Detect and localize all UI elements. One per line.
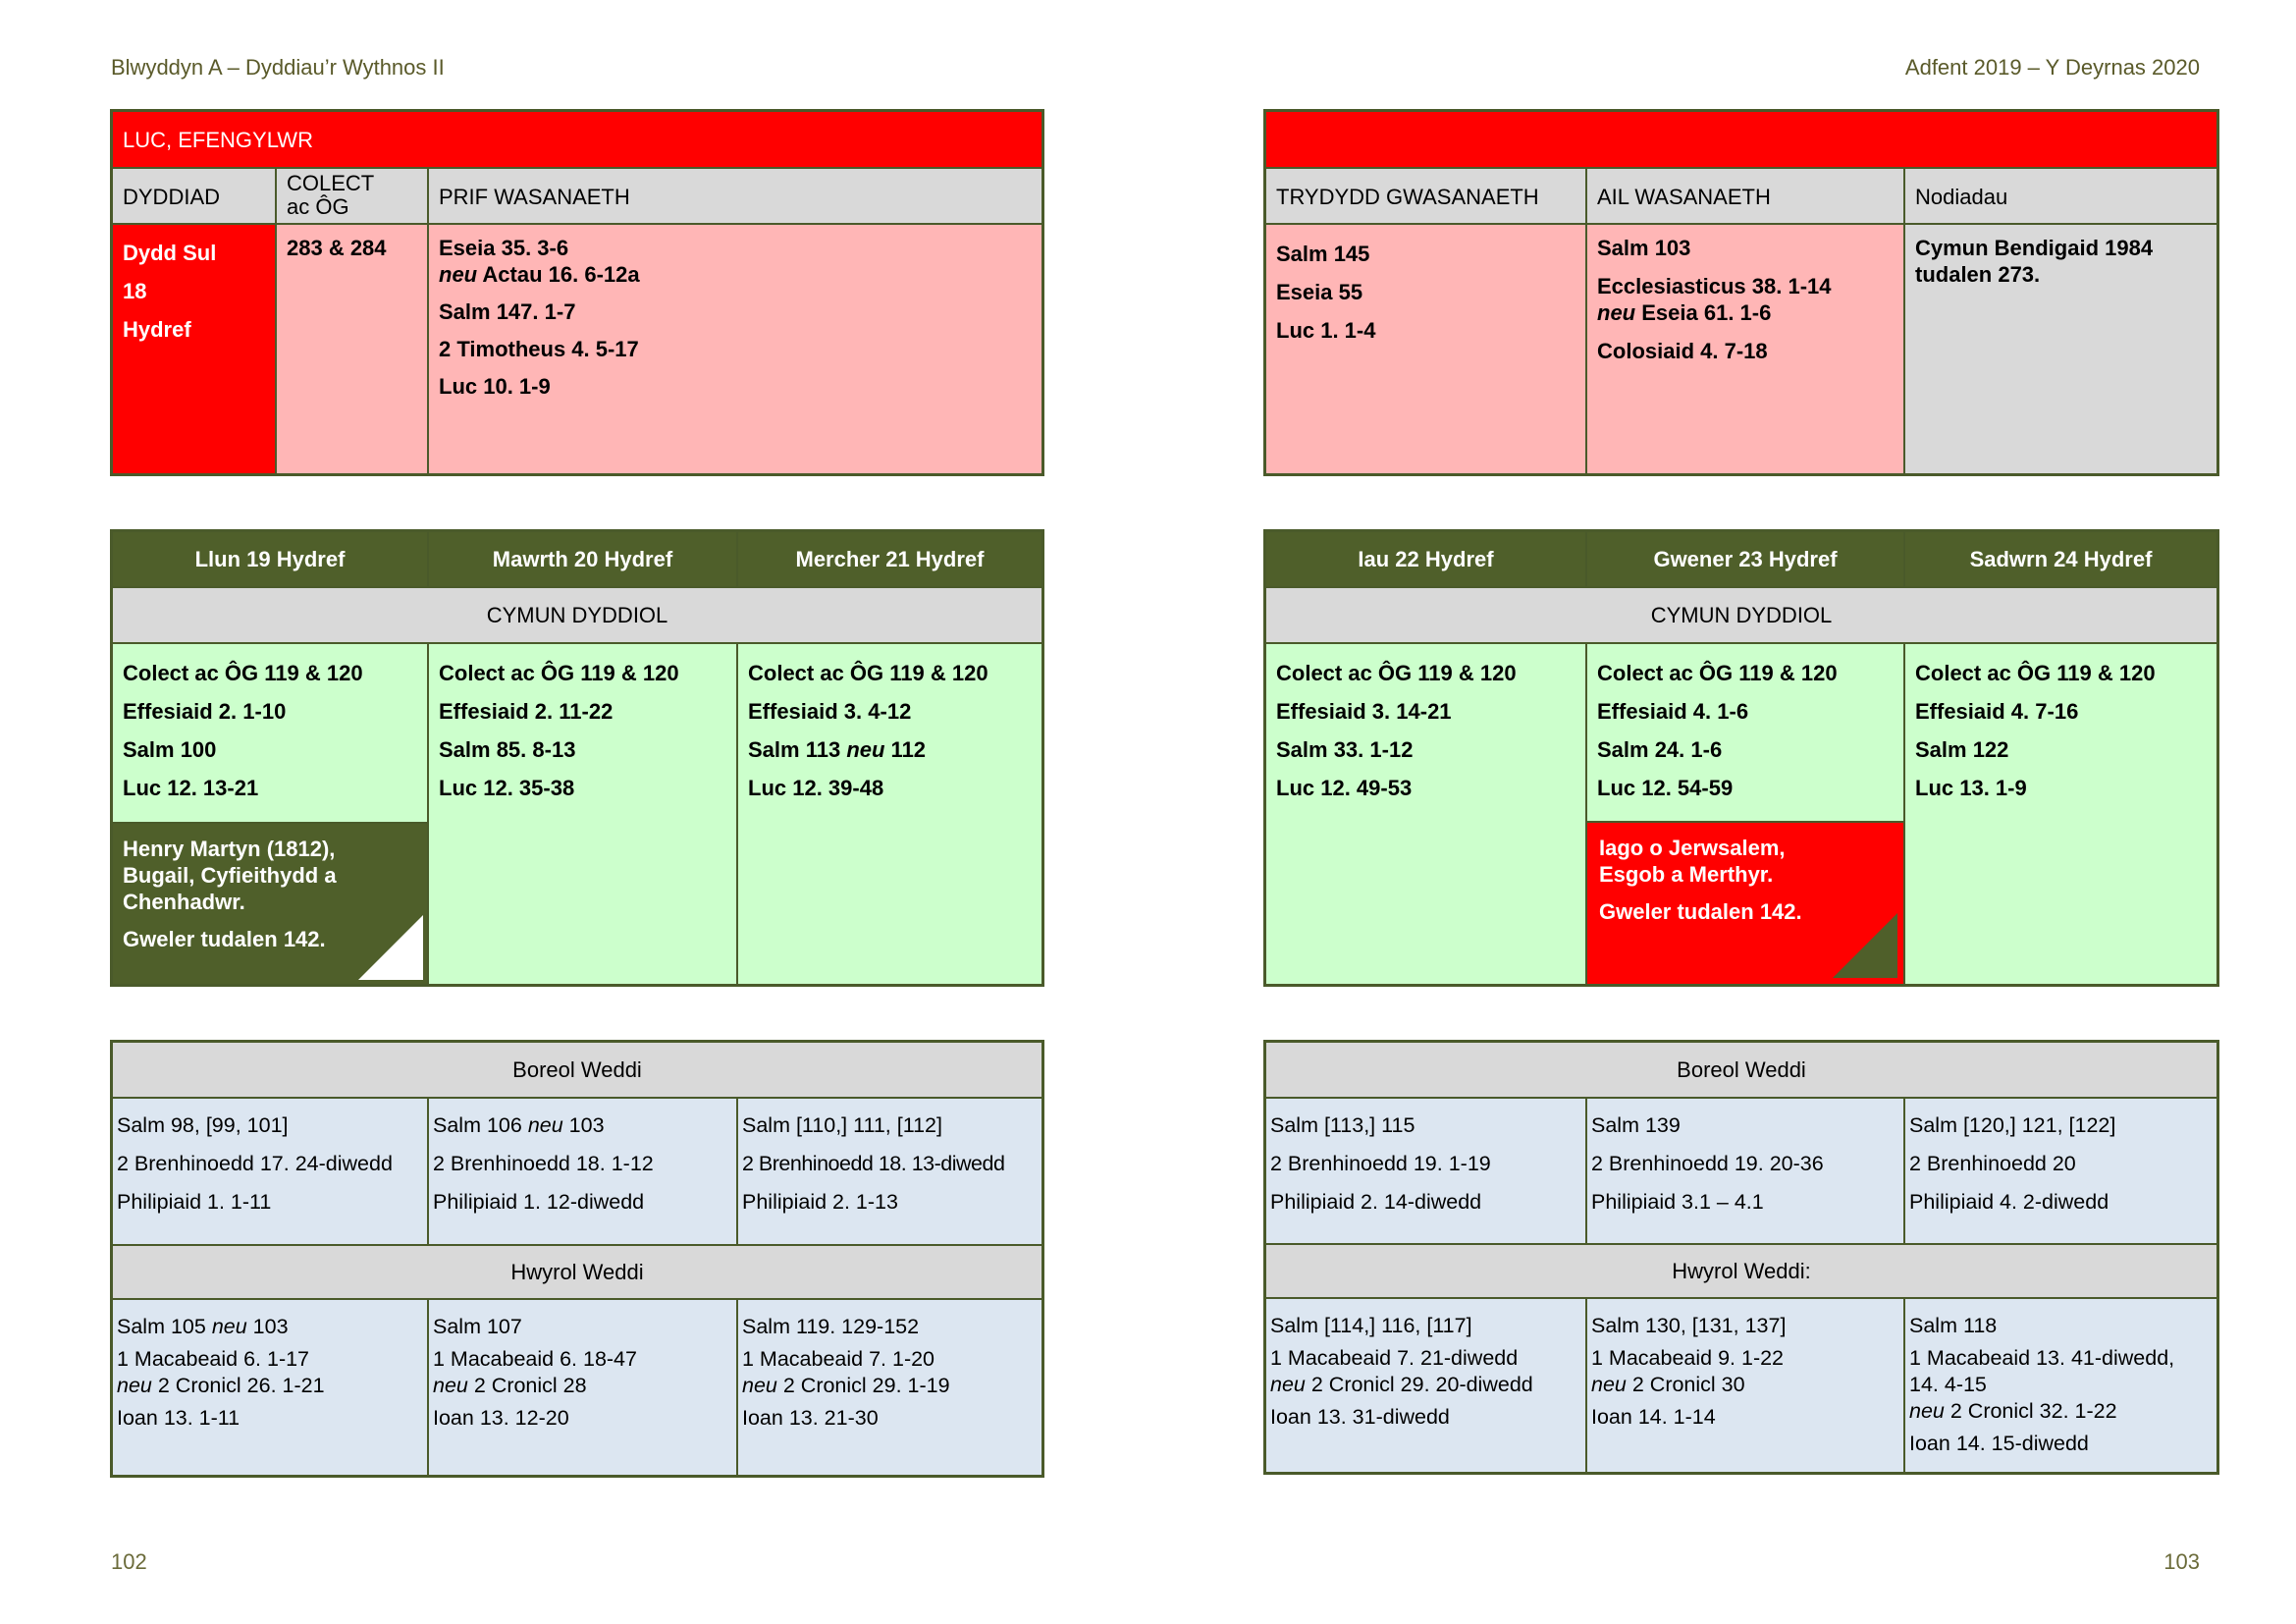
reading-line: Philipiaid 1. 1-11 <box>117 1190 272 1214</box>
day-header-label: Sadwrn 24 Hydref <box>1969 546 2153 571</box>
psalm-line: Salm [113,] 115 <box>1270 1113 1415 1137</box>
day-header-5 <box>1585 532 1903 588</box>
reading-line: Philipiaid 2. 14-diwedd <box>1270 1190 1482 1214</box>
reading-line: 1 Macabeaid 6. 1-17 <box>117 1347 310 1371</box>
sunday-notes-cell <box>1903 225 2216 473</box>
neu-label: neu <box>439 262 478 287</box>
weekday-col-2 <box>427 644 736 984</box>
sunday-table-right <box>1263 109 2219 476</box>
evening-col-5 <box>1585 1299 1903 1472</box>
reading-line: Effesiaid 3. 4-12 <box>748 699 912 724</box>
second-reading-4: Colosiaid 4. 7-18 <box>1597 339 1768 363</box>
gospel-line: Luc 12. 39-48 <box>748 776 884 800</box>
psalm-line <box>117 1308 423 1346</box>
psalm-line: Salm 33. 1-12 <box>1276 737 1414 762</box>
col-header-notes-label: Nodiadau <box>1915 185 2008 209</box>
commemoration-cell-left <box>113 822 427 984</box>
sunday-title: LUC, EFENGYLWR <box>123 128 313 152</box>
reading-line: 1 Macabeaid 6. 18-47 <box>433 1347 637 1371</box>
reading-line: 2 Brenhinoedd 19. 1-19 <box>1270 1152 1491 1175</box>
commemoration-line-1: Iago o Jerwsalem, <box>1599 836 1786 860</box>
evening-col-4 <box>1266 1299 1585 1472</box>
alt-reading-text: 2 Cronicl 30 <box>1631 1373 1745 1396</box>
alt-reading-text: 2 Cronicl 26. 1-21 <box>157 1374 325 1397</box>
third-reading-3: Luc 1. 1-4 <box>1276 318 1376 343</box>
neu-label: neu <box>1591 1373 1627 1396</box>
running-header-right: Adfent 2019 – Y Deyrnas 2020 <box>1904 55 2200 80</box>
alt-reading-line <box>1270 1372 1581 1398</box>
day-header-3 <box>736 532 1041 588</box>
reading-line: 1 Macabeaid 9. 1-22 <box>1591 1346 1785 1370</box>
collect-line: Colect ac ÔG 119 & 120 <box>1915 661 2156 685</box>
main-reading-2-text: Actau 16. 6-12a <box>477 262 640 287</box>
psalm-line-main: Salm 106 <box>433 1113 528 1137</box>
neu-label: neu <box>433 1374 468 1397</box>
collect-line: Colect ac ÔG 119 & 120 <box>439 661 679 685</box>
morning-col-2 <box>427 1099 736 1244</box>
alt-reading-text: 2 Cronicl 32. 1-22 <box>1949 1399 2117 1423</box>
reading-line: 2 Brenhinoedd 19. 20-36 <box>1591 1152 1824 1175</box>
sunday-collect-cell <box>275 225 427 473</box>
gospel-line: Luc 12. 54-59 <box>1597 776 1734 800</box>
second-reading-1: Salm 103 <box>1597 236 1691 260</box>
col-header-day <box>113 169 275 225</box>
reading-line: Effesiaid 4. 1-6 <box>1597 699 1749 724</box>
reading-line: 2 Brenhinoedd 18. 1-12 <box>433 1152 654 1175</box>
gospel-line: Ioan 13. 31-diwedd <box>1270 1405 1450 1429</box>
alt-reading-line <box>1909 1398 2213 1425</box>
col-header-collect-label-1: COLECT <box>287 171 375 195</box>
alt-reading-line <box>742 1373 1038 1399</box>
reading-line: Philipiaid 4. 2-diwedd <box>1909 1190 2109 1214</box>
weekday-table-left <box>110 529 1044 987</box>
gospel-line: Luc 13. 1-9 <box>1915 776 2027 800</box>
main-reading-4: 2 Timotheus 4. 5-17 <box>439 337 639 361</box>
reading-line: Effesiaid 4. 7-16 <box>1915 699 2079 724</box>
sunday-table-left <box>110 109 1044 476</box>
sunday-date-cell <box>113 225 275 473</box>
evening-col-1 <box>113 1300 427 1475</box>
neu-label: neu <box>742 1374 777 1397</box>
sunday-day-name: Dydd Sul <box>123 241 217 265</box>
weekday-col-4 <box>1266 644 1585 984</box>
psalm-line: Salm [110,] 111, [112] <box>742 1113 942 1137</box>
col-header-third <box>1266 169 1585 225</box>
reading-line: Effesiaid 3. 14-21 <box>1276 699 1452 724</box>
commemoration-line-3: Chenhadwr. <box>123 890 245 914</box>
day-header-1 <box>113 532 427 588</box>
day-header-label: Mercher 21 Hydref <box>795 546 985 571</box>
commemoration-see-page: Gweler tudalen 142. <box>123 927 326 951</box>
reading-line: Philipiaid 3.1 – 4.1 <box>1591 1190 1764 1214</box>
page-corner-icon <box>1833 913 1897 978</box>
day-header-label: Mawrth 20 Hydref <box>492 546 673 571</box>
third-reading-2: Eseia 55 <box>1276 280 1363 304</box>
page-corner-icon <box>358 915 423 980</box>
morning-prayer-header-right <box>1266 1043 2216 1099</box>
neu-label: neu <box>527 1113 563 1137</box>
col-header-second <box>1585 169 1903 225</box>
day-header-label: Llun 19 Hydref <box>194 546 346 571</box>
running-header-left: Blwyddyn A – Dyddiau’r Wythnos II <box>111 55 445 80</box>
day-header-6 <box>1903 532 2216 588</box>
collect-line: Colect ac ÔG 119 & 120 <box>748 661 988 685</box>
weekday-col-6 <box>1903 644 2216 984</box>
alt-reading-text: 2 Cronicl 29. 1-19 <box>782 1374 950 1397</box>
morning-col-1 <box>113 1099 427 1244</box>
neu-label: neu <box>1909 1399 1945 1423</box>
psalm-line-alt: 103 <box>246 1315 289 1338</box>
psalm-line-alt: 103 <box>562 1113 605 1137</box>
gospel-line: Ioan 14. 15-diwedd <box>1909 1432 2089 1455</box>
morning-prayer-label: Boreol Weddi <box>1677 1056 1806 1082</box>
reading-line: 2 Brenhinoedd 17. 24-diwedd <box>117 1152 393 1175</box>
reading-line: 2 Brenhinoedd 20 <box>1909 1152 2076 1175</box>
day-header-label: Gwener 23 Hydref <box>1653 546 1838 571</box>
reading-line: 2 Brenhinoedd 18. 13-diwedd <box>742 1152 1005 1175</box>
psalm-line: Salm 118 <box>1909 1314 1998 1337</box>
commemoration-cell-right <box>1585 821 1903 984</box>
sunday-second-cell <box>1585 225 1903 473</box>
prayer-table-right <box>1263 1040 2219 1475</box>
sunday-month: Hydref <box>123 317 191 342</box>
weekday-table-right <box>1263 529 2219 987</box>
neu-label: neu <box>1270 1373 1306 1396</box>
morning-prayer-label: Boreol Weddi <box>512 1056 642 1082</box>
alt-reading-text: 2 Cronicl 28 <box>473 1374 587 1397</box>
evening-prayer-label: Hwyrol Weddi: <box>1672 1258 1811 1283</box>
main-reading-3: Salm 147. 1-7 <box>439 299 576 324</box>
col-header-notes <box>1903 169 2216 225</box>
reading-line-cont: 14. 4-15 <box>1909 1373 1987 1396</box>
evening-col-6 <box>1903 1299 2216 1472</box>
morning-col-6 <box>1903 1099 2216 1243</box>
second-reading-3-text: Eseia 61. 1-6 <box>1635 300 1772 325</box>
reading-line: Effesiaid 2. 1-10 <box>123 699 287 724</box>
commemoration-line-2: Bugail, Cyfieithydd a <box>123 863 337 888</box>
morning-col-4 <box>1266 1099 1585 1243</box>
evening-prayer-header-right <box>1266 1243 2216 1299</box>
day-header-4 <box>1266 532 1585 588</box>
reading-line: 1 Macabeaid 7. 1-20 <box>742 1347 935 1371</box>
notes-line-1: Cymun Bendigaid 1984 <box>1915 236 2154 260</box>
psalm-line-main: Salm 105 <box>117 1315 212 1338</box>
psalm-line: Salm 119. 129-152 <box>742 1315 920 1338</box>
main-reading-1: Eseia 35. 3-6 <box>439 236 569 260</box>
reading-line: Effesiaid 2. 11-22 <box>439 699 614 724</box>
reading-line: Philipiaid 2. 1-13 <box>742 1190 898 1214</box>
gospel-line: Luc 12. 49-53 <box>1276 776 1413 800</box>
psalm-line <box>433 1107 732 1145</box>
neu-label: neu <box>117 1374 152 1397</box>
reading-line: Philipiaid 1. 12-diwedd <box>433 1190 645 1214</box>
psalm-line: Salm 85. 8-13 <box>439 737 576 762</box>
communion-label: CYMUN DYDDIOL <box>486 602 668 627</box>
third-reading-1: Salm 145 <box>1276 242 1370 266</box>
gospel-line: Ioan 13. 12-20 <box>433 1406 569 1430</box>
psalm-line: Salm 98, [99, 101] <box>117 1113 289 1137</box>
psalm-line <box>748 731 1032 769</box>
psalm-line-main: Salm 113 <box>748 737 841 762</box>
gospel-line: Ioan 14. 1-14 <box>1591 1405 1716 1429</box>
sunday-third-cell <box>1266 225 1585 473</box>
prayer-table-left <box>110 1040 1044 1478</box>
sunday-title-cell <box>113 112 1041 169</box>
gospel-line: Luc 12. 35-38 <box>439 776 575 800</box>
second-reading-3 <box>1597 299 1894 326</box>
gospel-line: Luc 12. 13-21 <box>123 776 259 800</box>
evening-prayer-header <box>113 1244 1041 1300</box>
psalm-line: Salm 107 <box>433 1315 522 1338</box>
sunday-title-cell-right <box>1266 112 2216 169</box>
morning-prayer-header <box>113 1043 1041 1099</box>
alt-reading-line <box>117 1373 423 1399</box>
evening-prayer-label: Hwyrol Weddi <box>510 1259 644 1284</box>
psalm-line: Salm [114,] 116, [117] <box>1270 1314 1472 1337</box>
neu-label: neu <box>846 737 885 762</box>
commemoration-line-2: Esgob a Merthyr. <box>1599 862 1774 887</box>
collect-line: Colect ac ÔG 119 & 120 <box>1276 661 1517 685</box>
psalm-line: Salm [120,] 121, [122] <box>1909 1113 2116 1137</box>
psalm-line: Salm 130, [131, 137] <box>1591 1314 1787 1337</box>
main-reading-5: Luc 10. 1-9 <box>439 374 551 399</box>
communion-label: CYMUN DYDDIOL <box>1650 602 1833 627</box>
col-header-main-label: PRIF WASANAETH <box>439 185 630 209</box>
psalm-line-alt: 112 <box>884 737 927 762</box>
psalm-line: Salm 122 <box>1915 737 2009 762</box>
reading-line: 1 Macabeaid 13. 41-diwedd, <box>1909 1346 2175 1370</box>
reading-line: 1 Macabeaid 7. 21-diwedd <box>1270 1346 1519 1370</box>
neu-label: neu <box>1597 300 1636 325</box>
day-header-label: Iau 22 Hydref <box>1358 546 1494 571</box>
sunday-collect-value: 283 & 284 <box>287 236 387 260</box>
second-reading-2: Ecclesiasticus 38. 1-14 <box>1597 274 1832 298</box>
col-header-third-label: TRYDYDD GWASANAETH <box>1276 185 1539 209</box>
col-header-collect-label-2: ac ÔG <box>287 194 349 219</box>
morning-col-3 <box>736 1099 1041 1244</box>
page-number-left: 102 <box>111 1549 147 1574</box>
evening-col-3 <box>736 1300 1041 1475</box>
collect-line: Colect ac ÔG 119 & 120 <box>1597 661 1838 685</box>
day-header-2 <box>427 532 736 588</box>
evening-col-2 <box>427 1300 736 1475</box>
alt-reading-line <box>1591 1372 1899 1398</box>
psalm-line: Salm 100 <box>123 737 217 762</box>
alt-reading-text: 2 Cronicl 29. 20-diwedd <box>1310 1373 1533 1396</box>
col-header-main <box>427 169 1041 225</box>
psalm-line: Salm 139 <box>1591 1113 1681 1137</box>
psalm-line: Salm 24. 1-6 <box>1597 737 1723 762</box>
main-reading-2 <box>439 261 1032 288</box>
sunday-day-number: 18 <box>123 279 147 303</box>
col-header-collect <box>275 169 427 225</box>
notes-line-2: tudalen 273. <box>1915 262 2041 287</box>
weekday-col-3 <box>736 644 1041 984</box>
page-number-right: 103 <box>2163 1549 2200 1574</box>
morning-col-5 <box>1585 1099 1903 1243</box>
col-header-second-label: AIL WASANAETH <box>1597 185 1771 209</box>
gospel-line: Ioan 13. 21-30 <box>742 1406 879 1430</box>
col-header-day-label: DYDDIAD <box>123 185 221 209</box>
alt-reading-line <box>433 1373 732 1399</box>
communion-row <box>113 588 1041 644</box>
sunday-main-cell <box>427 225 1041 473</box>
commemoration-see-page: Gweler tudalen 142. <box>1599 899 1802 924</box>
neu-label: neu <box>211 1315 247 1338</box>
gospel-line: Ioan 13. 1-11 <box>117 1406 240 1430</box>
collect-line: Colect ac ÔG 119 & 120 <box>123 661 363 685</box>
communion-row-right <box>1266 588 2216 644</box>
commemoration-line-1: Henry Martyn (1812), <box>123 837 336 861</box>
